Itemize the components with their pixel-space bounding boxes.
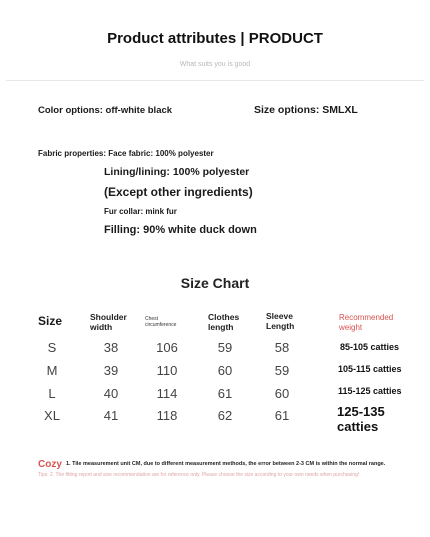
size-options: Size options: SMLXL <box>254 104 358 116</box>
table-cell-size: S <box>47 340 57 355</box>
lining-info: Lining/lining: 100% polyester <box>104 166 250 178</box>
table-cell-chest: 106 <box>156 340 178 355</box>
table-cell-sleeve: 59 <box>274 363 290 378</box>
header-recommended-weight: Recommended weight <box>339 313 394 332</box>
table-cell-size: L <box>48 386 56 401</box>
table-cell-shoulder: 41 <box>103 408 119 423</box>
header-sleeve-length: Sleeve Length <box>266 311 295 331</box>
header-chest: Chest circumference <box>145 316 177 328</box>
color-options: Color options: off-white black <box>38 105 173 116</box>
brand-label: Cozy <box>38 459 62 470</box>
table-cell-chest: 118 <box>156 408 178 423</box>
measurement-note: 1. Tile measurement unit CM, due to different measurement methods, the error between 2-3 CM is within the normal range. <box>66 461 386 467</box>
table-cell-shoulder: 38 <box>103 340 119 355</box>
table-cell-length: 61 <box>217 386 233 401</box>
header-divider <box>6 80 424 81</box>
table-cell-sleeve: 61 <box>274 408 290 423</box>
table-cell-length: 60 <box>217 363 233 378</box>
fitting-tips: Tips: 2. The fitting report and size recommendation are for reference only. Please choose the size according to your own needs when purchasing! <box>38 472 360 478</box>
page-title: Product attributes | PRODUCT <box>107 30 323 47</box>
table-cell-weight: 105-115 catties <box>338 364 402 374</box>
table-cell-weight: 85-105 catties <box>340 342 400 352</box>
header-clothes-length: Clothes length <box>208 312 240 332</box>
table-cell-size: M <box>46 363 58 378</box>
fur-collar: Fur collar: mink fur <box>104 207 177 216</box>
table-cell-chest: 110 <box>156 363 178 378</box>
table-cell-length: 59 <box>217 340 233 355</box>
filling-info: Filling: 90% white duck down <box>104 224 257 236</box>
table-cell-weight: 115-125 catties <box>338 386 402 396</box>
fabric-properties: Fabric properties: Face fabric: 100% polyester <box>38 149 214 158</box>
page-subtitle: What suits you is good <box>179 61 251 68</box>
table-cell-size: XL <box>44 408 60 423</box>
header-size: Size <box>38 314 63 328</box>
header-shoulder: Shoulder width <box>90 312 127 332</box>
table-cell-sleeve: 60 <box>274 386 290 401</box>
table-cell-length: 62 <box>217 408 233 423</box>
size-chart-title: Size Chart <box>180 275 250 291</box>
except-note: (Except other ingredients) <box>104 185 253 199</box>
table-cell-sleeve: 58 <box>274 340 290 355</box>
table-cell-chest: 114 <box>156 386 178 401</box>
table-cell-weight: 125-135 catties <box>337 404 385 434</box>
table-cell-shoulder: 40 <box>103 386 119 401</box>
table-cell-shoulder: 39 <box>103 363 119 378</box>
